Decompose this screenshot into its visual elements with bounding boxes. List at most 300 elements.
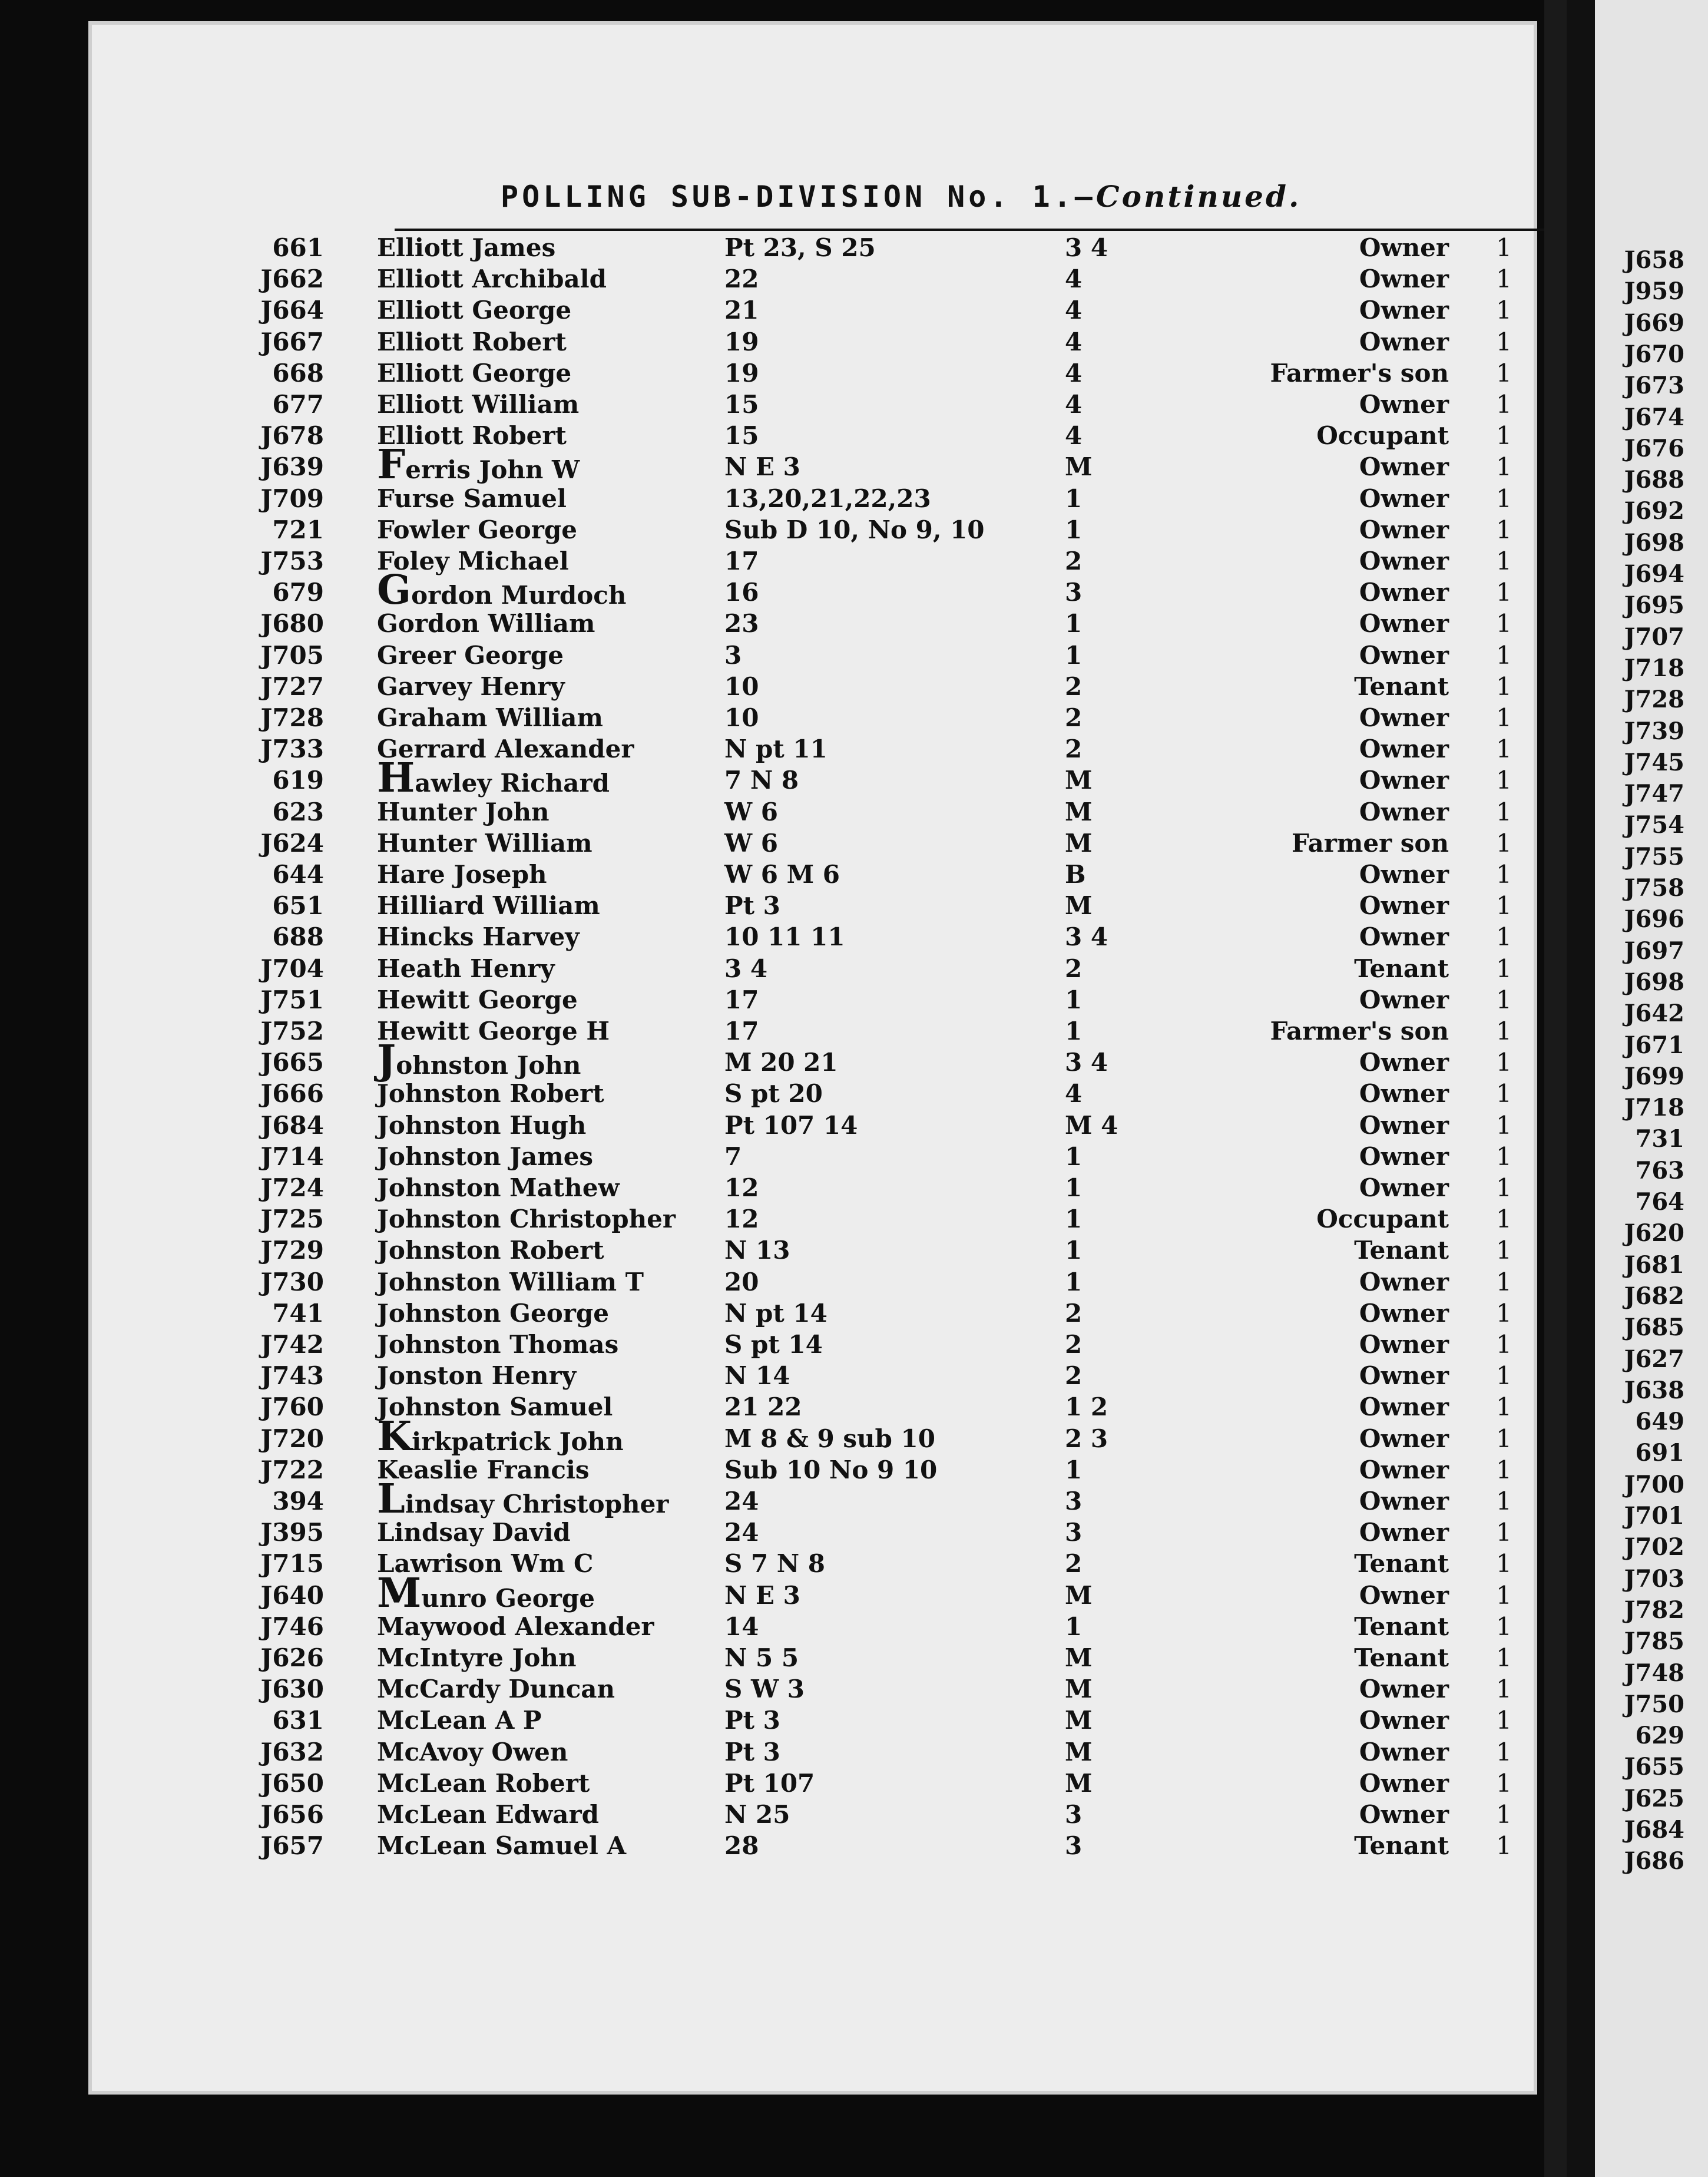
count: 1 [1496,1768,1512,1798]
adjacent-page-number-text: J697 [1624,937,1684,965]
count: 1 [1496,547,1512,575]
lot: W 6 [724,797,779,826]
adjacent-page-number-text: J758 [1624,874,1684,902]
adjacent-page-number [1608,1753,1708,1782]
count: 1 [1496,797,1512,826]
adjacent-page-number [1608,529,1708,558]
voter-number: 644 [272,860,324,889]
count: 1 [1496,484,1512,513]
voter-number: J656 [260,1800,324,1829]
lot: 7 [724,1142,742,1171]
status: Owner [1359,484,1449,513]
table-row [88,1236,1537,1268]
voter-number: J705 [260,640,324,670]
lot: 23 [724,609,759,638]
adjacent-page-strip [1567,0,1708,2177]
concession: 1 [1065,1173,1083,1202]
lot: 10 11 11 [724,922,845,952]
voter-name: Hare Joseph [377,860,547,889]
adjacent-page-number-text: J959 [1624,277,1684,306]
status: Farmer son [1292,828,1449,858]
voter-name: McLean Edward [377,1800,599,1829]
lot: 28 [724,1831,759,1861]
status: Owner [1359,233,1449,262]
lot: 19 [724,358,759,388]
concession: M [1065,766,1093,795]
adjacent-page-number-text: 763 [1635,1156,1684,1185]
concession: 2 [1065,735,1083,764]
voter-name: Heath Henry [377,954,555,983]
count: 1 [1496,1487,1512,1516]
status: Owner [1359,891,1449,921]
concession: 2 3 [1065,1424,1108,1453]
lot: N 25 [724,1800,790,1829]
lot: 22 [724,264,759,294]
voter-name: Gordon William [377,609,595,638]
lot: 3 4 [724,954,768,983]
status: Owner [1359,1110,1449,1140]
adjacent-page-number-text: J695 [1624,591,1684,620]
count: 1 [1496,1800,1512,1829]
adjacent-page-number-text: 731 [1635,1125,1684,1153]
adjacent-page-number [1608,435,1708,464]
concession: 3 4 [1065,233,1108,262]
concession: 4 [1065,358,1083,388]
adjacent-page-number-text: J750 [1624,1690,1684,1718]
count: 1 [1496,327,1512,356]
status: Owner [1359,1298,1449,1328]
table-row [88,296,1537,327]
page-title [501,179,1502,226]
section-initial: H [377,755,415,802]
lot: 15 [724,421,759,451]
adjacent-page-number-text: 629 [1635,1722,1684,1750]
adjacent-page-number [1608,1533,1708,1563]
adjacent-page-number [1608,1251,1708,1281]
table-row [88,1800,1537,1832]
adjacent-page-number [1608,686,1708,715]
table-row [88,1299,1537,1331]
concession: 3 4 [1065,1048,1108,1077]
count: 1 [1496,358,1512,388]
count: 1 [1496,1079,1512,1109]
status: Owner [1359,703,1449,732]
concession: M [1065,452,1093,482]
voter-name: Foley Michael [377,547,569,575]
table-row [88,1455,1537,1487]
voter-number: J753 [260,547,324,575]
voter-number: 394 [272,1487,324,1516]
voter-number: J639 [260,452,324,482]
voter-number: J626 [260,1643,324,1672]
count: 1 [1496,578,1512,607]
voter-name: Johnston John [377,1037,581,1084]
status: Owner [1359,797,1449,826]
status: Owner [1359,1142,1449,1171]
concession: 1 [1065,484,1083,513]
voter-number: J733 [260,735,324,764]
lot: N E 3 [724,1580,800,1610]
adjacent-page-number [1608,717,1708,747]
lot: N 14 [724,1361,790,1391]
adjacent-page-number-text: J685 [1624,1314,1684,1342]
voter-name: Keaslie Francis [377,1455,590,1484]
voter-number: J725 [260,1205,324,1234]
lot: M 20 21 [724,1048,838,1077]
voter-number: J662 [260,264,324,294]
adjacent-page-number [1608,1000,1708,1029]
concession: 2 [1065,954,1083,983]
status: Farmer's son [1270,358,1449,388]
voter-name: Lindsay Christopher [377,1475,669,1523]
voter-name: Johnston Christopher [377,1205,676,1234]
adjacent-page-number [1608,372,1708,401]
voter-name: Johnston James [377,1142,594,1171]
concession: 2 [1065,703,1083,732]
table-row [88,1268,1537,1299]
lot: Pt 3 [724,1737,780,1766]
adjacent-page-number [1608,466,1708,495]
lot: N pt 14 [724,1298,827,1328]
concession: 3 4 [1065,922,1108,952]
adjacent-page-number-text: J748 [1624,1659,1684,1687]
table-row [88,421,1537,453]
adjacent-page-number-text: J728 [1624,686,1684,714]
count: 1 [1496,671,1512,701]
status: Owner [1359,860,1449,889]
count: 1 [1496,735,1512,764]
status: Owner [1359,985,1449,1014]
voter-number: J714 [260,1142,324,1171]
lot: 10 [724,671,759,701]
voter-number: J630 [260,1675,324,1704]
concession: 4 [1065,327,1083,356]
lot: 20 [724,1267,759,1296]
adjacent-page-number-text: J782 [1624,1596,1684,1624]
table-row [88,1612,1537,1644]
voter-name: Johnston Thomas [377,1330,619,1359]
table-row [88,798,1537,829]
status: Owner [1359,327,1449,356]
count: 1 [1496,1205,1512,1234]
table-row [88,1037,1537,1084]
lot: W 6 M 6 [724,860,840,889]
lot: N 13 [724,1236,790,1265]
voter-name: Lawrison Wm C [377,1549,594,1579]
adjacent-page-number [1608,811,1708,841]
concession: 3 [1065,1518,1083,1547]
voter-name: Johnston George [377,1298,609,1328]
voter-number: J729 [260,1236,324,1265]
table-row [88,1412,1537,1460]
table-row [88,1361,1537,1393]
adjacent-page-number [1608,1188,1708,1217]
voter-name: Elliott George [377,358,572,388]
count: 1 [1496,1267,1512,1296]
concession: 4 [1065,390,1083,419]
adjacent-page-number-text: J670 [1624,340,1684,368]
voter-name: Hunter John [377,797,550,826]
concession: 1 [1065,1267,1083,1296]
count: 1 [1496,766,1512,795]
concession: 1 2 [1065,1392,1108,1422]
adjacent-page-number [1608,1125,1708,1154]
table-row [88,1643,1537,1675]
status: Owner [1359,1330,1449,1359]
status: Owner [1359,1424,1449,1453]
voter-number: J728 [260,703,324,732]
voter-name: Johnston William T [377,1267,644,1296]
adjacent-page-number-text: J625 [1624,1784,1684,1812]
concession: 1 [1065,1142,1083,1171]
adjacent-page-number-text: J627 [1624,1345,1684,1373]
table-row [88,1205,1537,1236]
status: Tenant [1354,1643,1449,1672]
voter-name: McLean Samuel A [377,1831,627,1861]
adjacent-page-number-text: J638 [1624,1376,1684,1404]
lot: Sub 10 No 9 10 [724,1455,938,1484]
voter-name: Elliott Robert [377,421,567,451]
concession: 4 [1065,421,1083,451]
voter-number: J751 [260,985,324,1014]
lot: N E 3 [724,452,800,482]
concession: 4 [1065,296,1083,325]
adjacent-page-number-text: J694 [1624,560,1684,588]
status: Owner [1359,922,1449,952]
voter-number: J704 [260,954,324,983]
adjacent-page-number-text: J739 [1624,717,1684,745]
section-initial: G [377,567,412,614]
table-row [88,860,1537,892]
concession: 3 [1065,578,1083,607]
voter-name: Johnston Robert [377,1236,604,1265]
concession: 3 [1065,1831,1083,1861]
lot: S W 3 [724,1675,805,1704]
count: 1 [1496,452,1512,482]
status: Tenant [1354,671,1449,701]
lot: 17 [724,1017,759,1046]
table-row [88,1475,1537,1523]
adjacent-page-number [1608,340,1708,370]
adjacent-page-number [1608,843,1708,872]
voter-number: J680 [260,609,324,638]
status: Owner [1359,1675,1449,1704]
lot: 24 [724,1518,759,1547]
concession: B [1065,860,1086,889]
adjacent-page-number-text: J686 [1624,1847,1684,1875]
adjacent-page-number-text: J747 [1624,780,1684,808]
table-row [88,1518,1537,1550]
adjacent-page-number-text: J688 [1624,466,1684,494]
concession: 2 [1065,1330,1083,1359]
status: Owner [1359,264,1449,294]
voter-number: J395 [260,1518,324,1547]
count: 1 [1496,640,1512,670]
table-row [88,1079,1537,1111]
section-initial: F [377,441,406,489]
status: Owner [1359,1361,1449,1391]
voter-name: McAvoy Owen [377,1737,568,1766]
adjacent-page-number-text: J642 [1624,1000,1684,1028]
concession: 3 [1065,1487,1083,1516]
status: Owner [1359,1487,1449,1516]
voter-number: J709 [260,484,324,513]
count: 1 [1496,1048,1512,1077]
lot: 12 [724,1205,759,1234]
count: 1 [1496,296,1512,325]
voter-number: 631 [272,1706,324,1735]
lot: 17 [724,547,759,575]
count: 1 [1496,1518,1512,1547]
adjacent-page-number [1608,1502,1708,1531]
lot: 17 [724,985,759,1014]
adjacent-page-number-text: J658 [1624,246,1684,274]
adjacent-page-number [1608,968,1708,998]
status: Owner [1359,1455,1449,1484]
voter-number: J684 [260,1110,324,1140]
status: Tenant [1354,1831,1449,1861]
concession: 1 [1065,640,1083,670]
voter-number: J724 [260,1173,324,1202]
adjacent-page-number-text: J682 [1624,1282,1684,1310]
lot: Sub D 10, No 9, 10 [724,515,985,544]
voter-name: Munro George [377,1569,595,1617]
adjacent-page-number [1608,277,1708,307]
count: 1 [1496,609,1512,638]
lot: 15 [724,390,759,419]
count: 1 [1496,1737,1512,1766]
count: 1 [1496,1706,1512,1735]
table-row [88,1017,1537,1048]
status: Tenant [1354,1549,1449,1579]
table-row [88,359,1537,391]
adjacent-page-number [1608,1094,1708,1123]
adjacent-page-number [1608,749,1708,778]
adjacent-page-number [1608,1471,1708,1500]
voter-number: 619 [272,766,324,795]
table-row [88,922,1537,954]
adjacent-page-number [1608,1690,1708,1720]
lot: 24 [724,1487,759,1516]
count: 1 [1496,985,1512,1014]
adjacent-page-number [1608,560,1708,590]
adjacent-page-number [1608,1063,1708,1092]
voter-number: J666 [260,1079,324,1109]
status: Owner [1359,1800,1449,1829]
voter-name: Maywood Alexander [377,1612,654,1641]
adjacent-page-number [1608,497,1708,527]
status: Owner [1359,296,1449,325]
voter-number: J624 [260,828,324,858]
voter-name: Furse Samuel [377,484,567,513]
concession: 1 [1065,515,1083,544]
count: 1 [1496,954,1512,983]
table-row [88,1173,1537,1205]
concession: 2 [1065,671,1083,701]
lot: 13,20,21,22,23 [724,484,931,513]
status: Owner [1359,1392,1449,1422]
voter-name: Hewitt George H [377,1017,610,1046]
count: 1 [1496,828,1512,858]
voter-number: J657 [260,1831,324,1861]
status: Owner [1359,547,1449,575]
voter-name: Hilliard William [377,891,600,921]
adjacent-page-number-text: J684 [1624,1816,1684,1844]
status: Tenant [1354,1236,1449,1265]
table-row [88,1769,1537,1801]
table-row [88,641,1537,673]
lot: M 8 & 9 sub 10 [724,1424,935,1453]
voter-name: Johnston Samuel [377,1392,613,1422]
count: 1 [1496,1017,1512,1046]
table-row [88,390,1537,422]
count: 1 [1496,1643,1512,1672]
lot: Pt 23, S 25 [724,233,876,262]
count: 1 [1496,1173,1512,1202]
voter-number: 661 [272,233,324,262]
voter-number: J720 [260,1424,324,1453]
voter-number: J730 [260,1267,324,1296]
concession: M [1065,1580,1093,1610]
table-row [88,985,1537,1017]
count: 1 [1496,1612,1512,1641]
voter-name: Greer George [377,640,564,670]
table-row [88,1738,1537,1769]
count: 1 [1496,1110,1512,1140]
voter-number: 721 [272,515,324,544]
count: 1 [1496,1330,1512,1359]
lot: 12 [724,1173,759,1202]
lot: S pt 20 [724,1079,823,1109]
status: Owner [1359,1580,1449,1610]
table-row [88,609,1537,641]
adjacent-page-number-text: J674 [1624,403,1684,431]
table-row [88,1111,1537,1143]
voter-name: Lindsay David [377,1518,571,1547]
status: Owner [1359,1048,1449,1077]
voter-name: Jonston Henry [377,1361,577,1391]
lot: S pt 14 [724,1330,823,1359]
status: Owner [1359,578,1449,607]
adjacent-page-number [1608,905,1708,935]
count: 1 [1496,1675,1512,1704]
adjacent-page-number [1608,1282,1708,1312]
count: 1 [1496,1831,1512,1861]
voter-number: J640 [260,1580,324,1610]
voter-name: McIntyre John [377,1643,577,1672]
voter-number: J664 [260,296,324,325]
status: Owner [1359,390,1449,419]
lot: 16 [724,578,759,607]
adjacent-page-number [1608,1816,1708,1845]
adjacent-page-number [1608,1314,1708,1343]
concession: 1 [1065,1612,1083,1641]
adjacent-page-number-text: J745 [1624,748,1684,776]
table-row [88,1569,1537,1617]
page-title-main: POLLING SUB-DIVISION No. 1.— [501,180,1096,214]
adjacent-page-number-text: J673 [1624,372,1684,400]
adjacent-page-number [1608,937,1708,967]
voter-number: J667 [260,327,324,356]
concession: M [1065,797,1093,826]
adjacent-page-number [1608,1377,1708,1406]
voter-name: McLean Robert [377,1768,590,1798]
lot: 3 [724,640,742,670]
table-row [88,1831,1537,1863]
count: 1 [1496,233,1512,262]
count: 1 [1496,1298,1512,1328]
adjacent-page-edge [1567,0,1595,2177]
